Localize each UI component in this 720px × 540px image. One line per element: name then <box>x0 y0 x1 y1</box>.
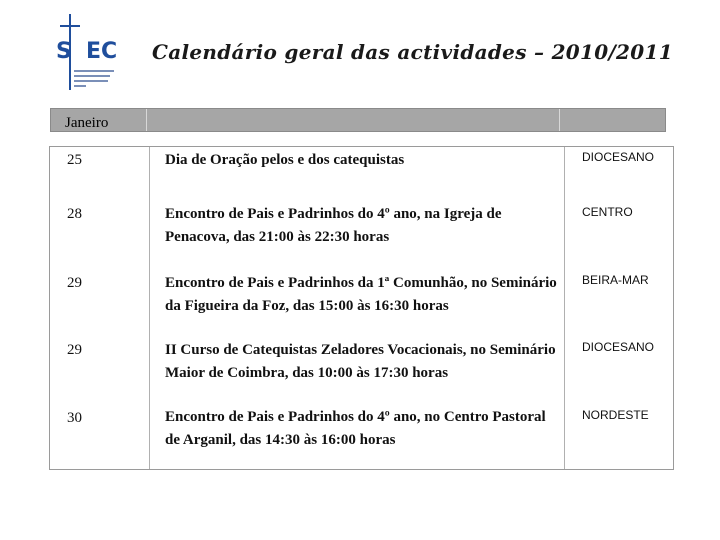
row-region: DIOCESANO <box>582 340 655 354</box>
row-region: BEIRA-MAR <box>582 273 649 287</box>
row-day: 29 <box>67 342 82 358</box>
page-title: Calendário geral das actividades – 2010/2011 <box>152 40 673 64</box>
row-description: II Curso de Catequistas Zeladores Vocacionais, no Seminário Maior de Coimbra, das 10:00 às 17:30 horas <box>165 342 556 381</box>
month-header <box>50 108 666 132</box>
header-divider <box>559 109 560 131</box>
month-label: Janeiro <box>65 115 109 131</box>
sdec-logo <box>52 12 122 92</box>
activities-table <box>49 146 674 470</box>
column-divider <box>149 147 150 469</box>
row-description: Encontro de Pais e Padrinhos do 4º ano, na Igreja de Penacova, das 21:00 às 22:30 horas <box>165 206 502 245</box>
row-description: Encontro de Pais e Padrinhos do 4º ano, no Centro Pastoral de Arganil, das 14:30 às 16:00 horas <box>165 409 546 448</box>
svg-text:EC: EC <box>86 39 118 64</box>
row-region: CENTRO <box>582 205 633 219</box>
svg-text:S: S <box>56 39 72 64</box>
column-divider <box>564 147 565 469</box>
row-description: Dia de Oração pelos e dos catequistas <box>165 152 405 168</box>
row-day: 29 <box>67 275 82 291</box>
row-day: 28 <box>67 206 82 222</box>
row-description: Encontro de Pais e Padrinhos da 1ª Comunhão, no Seminário da Figueira da Foz, das 15:00 às 16:30 horas <box>165 275 557 314</box>
row-day: 30 <box>67 410 82 426</box>
row-region: DIOCESANO <box>582 150 655 164</box>
header-divider <box>146 109 147 131</box>
row-day: 25 <box>67 152 82 168</box>
row-region: NORDESTE <box>582 408 649 422</box>
